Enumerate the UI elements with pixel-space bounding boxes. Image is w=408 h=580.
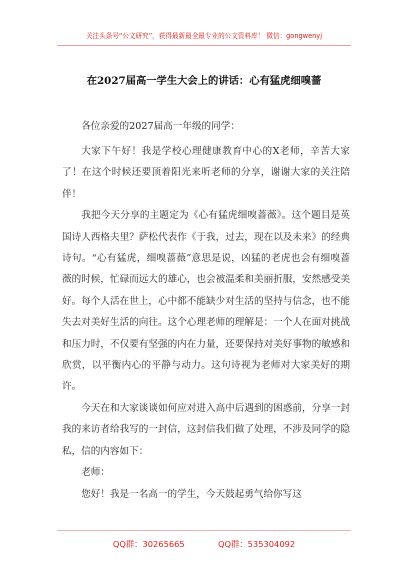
footer-qq-group-2: QQ群：535304092 bbox=[218, 539, 296, 549]
paragraph-letter-intro: 今天在和大家谈谈如何应对进入高中后遇到的困惑前，分享一封我的来访者给我写的一封信，这封信我们做了处理，不涉及同学的隐私，信的内容如下： bbox=[62, 402, 350, 457]
document-body-main bbox=[62, 141, 350, 505]
letter-opening: 您好！我是一名高一的学生，今天鼓起勇气给你写这 bbox=[81, 488, 302, 500]
paragraph-theme: 我把今天分享的主题定为《心有猛虎细嗅蔷薇》。这个题目是英国诗人西格夫里？萨松代表作《于我，过去，现在以及未来》的经典诗句。“心有猛虎，细嗅蔷薇”意思是说，凶猛的老虎也会有细嗅蔷薇的时候，忙碌而远大的雄心，也会被温柔和美丽折服，安然感受美好。每个人活在世上，心中都不能缺少对生活的坚持与信念，也不能失去对美好生活的向往。这个心理老师的理解是：一个人在面对挑战和压力时，不仅要有坚强的内在力量，还要保持对美好事物的敏感和欣赏，以平衡内心的平静与动力。这句诗视为老师对大家美好的期许。 bbox=[62, 210, 350, 393]
letter-salutation: 老师： bbox=[81, 467, 110, 479]
footer-contacts bbox=[0, 538, 408, 550]
header-divider bbox=[57, 45, 351, 46]
document-title: 在2027届高一学生大会上的讲话：心有猛虎细嗅蔷 bbox=[86, 75, 322, 87]
header-banner: 关注头条号“公文研究”，获得最新最全最专业的公文资料库！ 微信：gongwenyj bbox=[85, 32, 323, 40]
salutation: 各位亲爱的2027届高一年级的同学： bbox=[81, 121, 240, 132]
footer-qq-group-1: QQ群：30265665 bbox=[112, 539, 185, 549]
document-body bbox=[62, 116, 350, 137]
paragraph-greeting: 大家下午好！我是学校心理健康教育中心的X老师，辛苦大家了！在这个时候还要顶着阳光来听老师的分享，谢谢大家的关注陪伴！ bbox=[62, 146, 350, 200]
footer-divider bbox=[57, 530, 351, 531]
